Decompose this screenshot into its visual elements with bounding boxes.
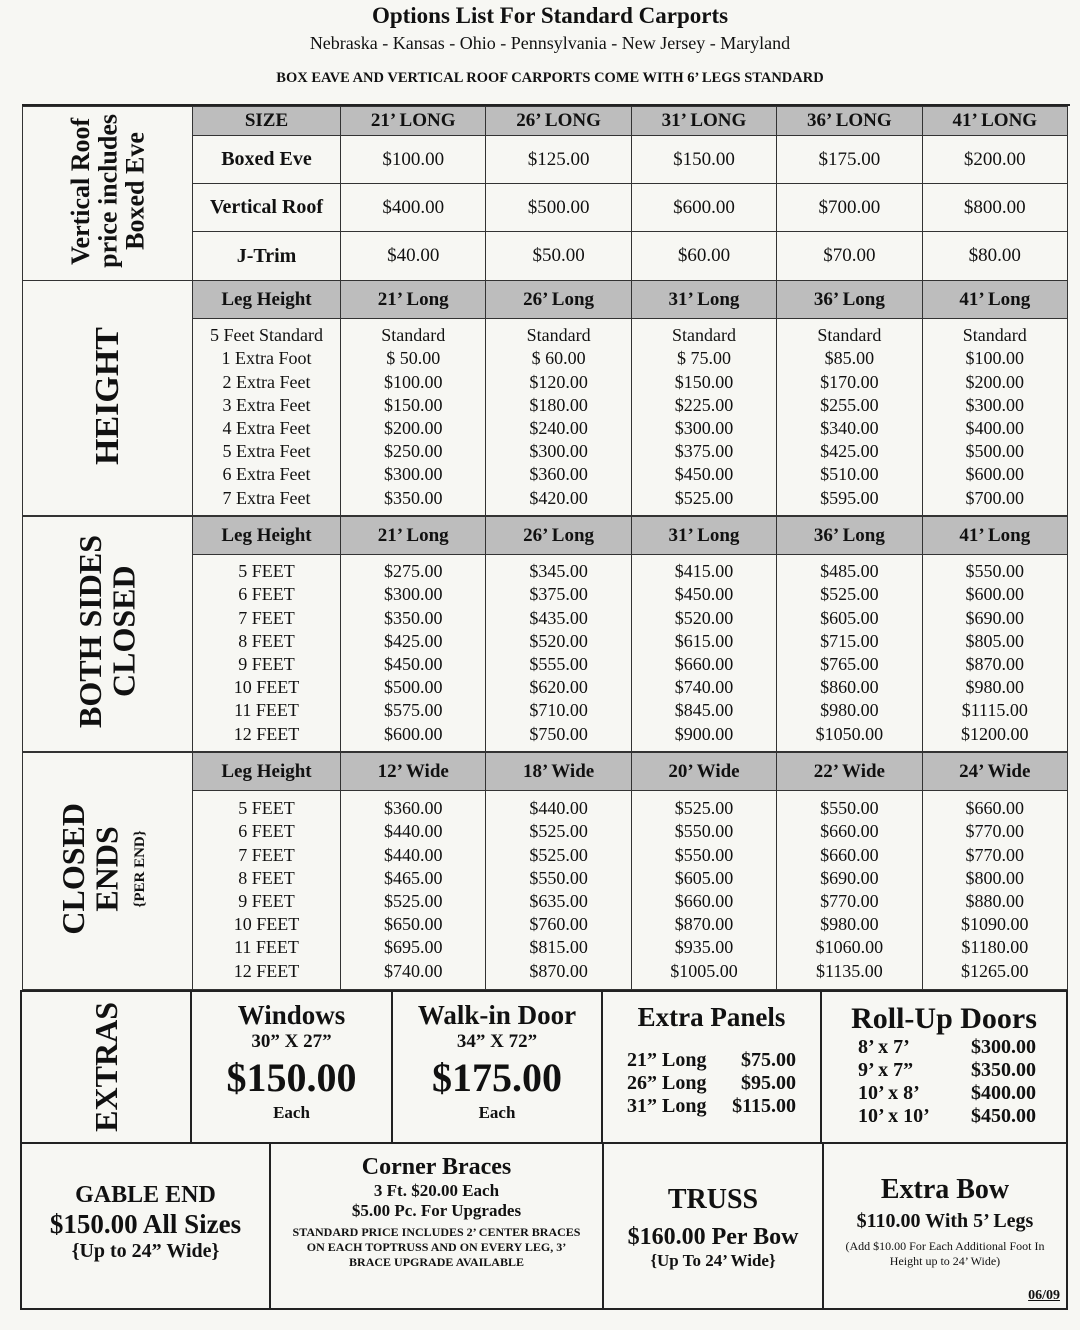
closed-ends-table: [22, 752, 1068, 990]
price-cell: $695.00: [383, 937, 443, 958]
price-cell: $525.00: [529, 821, 588, 842]
ends-side-line-2: ENDS: [88, 825, 125, 912]
rollup-size: 10’ x 10’: [858, 1105, 930, 1127]
height-price-table: [22, 280, 1068, 516]
price-cell: $550.00: [820, 798, 879, 819]
panel-row: [627, 1072, 796, 1095]
price-cell: $425.00: [820, 441, 879, 462]
price-cell: $180.00: [529, 394, 588, 415]
leg-label: 12 FEET: [233, 723, 300, 744]
price-cell: $525.00: [674, 798, 734, 819]
door-size: 34” X 72”: [456, 1031, 538, 1052]
extras-side-text: EXTRAS: [87, 1002, 124, 1132]
price-cell: $805.00: [965, 630, 1025, 651]
price-cell: $800.00: [965, 867, 1025, 888]
col-header: 36’ Long: [777, 517, 922, 555]
leg-label: 5 FEET: [238, 561, 295, 582]
price-cell: $450.00: [383, 654, 443, 674]
price-cell: $375.00: [529, 584, 588, 605]
leg-label: 10 FEET: [233, 914, 300, 935]
col-header: 26’ LONG: [486, 107, 631, 136]
price-cell: $770.00: [965, 844, 1025, 865]
price-cell: $760.00: [529, 914, 588, 935]
leg-label: 10 FEET: [233, 677, 300, 698]
price-cell: $400.00: [341, 184, 486, 232]
price-cell: $715.00: [820, 630, 879, 651]
price-cell: $555.00: [529, 654, 588, 674]
page-title: Options List For Standard Carports: [371, 3, 729, 28]
price-cell: $240.00: [529, 418, 588, 438]
price-cell: $100.00: [341, 136, 486, 184]
windows-price: $150.00: [226, 1055, 357, 1100]
price-cell: $525.00: [383, 891, 443, 911]
price-cell: $935.00: [674, 937, 734, 958]
gable-end-box: [20, 1142, 271, 1310]
price-column: [777, 555, 922, 752]
leg-label: 8 FEET: [238, 630, 295, 651]
col-header: 36’ Long: [777, 281, 922, 319]
price-cell: $300.00: [674, 418, 734, 438]
row-label: Vertical Roof: [193, 184, 341, 232]
col-header: 31’ Long: [631, 281, 776, 319]
price-cell: $800.00: [922, 184, 1067, 232]
price-cell: $870.00: [965, 654, 1025, 674]
price-cell: $150.00: [631, 136, 776, 184]
col-header: 36’ LONG: [777, 107, 922, 136]
price-cell: Standard: [962, 325, 1027, 346]
bow-title: Extra Bow: [880, 1174, 1010, 1205]
price-column: [777, 319, 922, 516]
price-cell: $450.00: [674, 464, 734, 485]
price-column: [486, 791, 631, 990]
price-cell: $85.00: [824, 348, 875, 369]
price-cell: $60.00: [631, 232, 776, 281]
price-cell: $350.00: [383, 607, 443, 628]
roof-side-line-1: Vertical Roof: [65, 117, 95, 265]
price-cell: $520.00: [529, 630, 588, 651]
rollup-size: 9’ x 7”: [858, 1059, 914, 1081]
gable-note: {Up to 24” Wide}: [71, 1240, 220, 1262]
states-line: Nebraska - Kansas - Ohio - Pennsylvania - New Jersey - Maryland: [309, 33, 791, 53]
price-cell: $550.00: [965, 561, 1025, 582]
truss-note: {Up To 24’ Wide}: [650, 1251, 776, 1270]
price-cell: $870.00: [674, 914, 734, 935]
price-column: [631, 791, 776, 990]
price-cell: Standard: [381, 325, 446, 346]
leg-label: 7 FEET: [238, 844, 295, 865]
price-cell: $400.00: [965, 418, 1025, 438]
panel-size: 21” Long: [627, 1049, 707, 1071]
price-cell: $660.00: [820, 844, 879, 865]
price-column: [341, 791, 486, 990]
extra-panels-box: [601, 990, 822, 1144]
corner-braces-box: [269, 1142, 604, 1310]
col-header: 31’ Long: [631, 517, 776, 555]
height-side-label: [23, 281, 193, 516]
price-cell: $550.00: [529, 867, 588, 888]
price-cell: $1135.00: [815, 960, 883, 981]
ends-side-sub: {PER END}: [132, 829, 149, 908]
standard-legs-note: BOX EAVE AND VERTICAL ROOF CARPORTS COME WITH 6’ LEGS STANDARD: [276, 70, 824, 86]
price-cell: $900.00: [674, 723, 734, 744]
price-cell: $550.00: [674, 821, 734, 842]
price-cell: $660.00: [674, 891, 734, 911]
rollup-price: $350.00: [971, 1059, 1036, 1081]
door-price: $175.00: [432, 1055, 562, 1100]
leg-label: 5 FEET: [238, 798, 295, 819]
sides-side-line-2: CLOSED: [105, 565, 142, 698]
price-cell: $40.00: [341, 232, 486, 281]
price-column: [777, 791, 922, 990]
col-header: SIZE: [193, 107, 341, 136]
col-header: Leg Height: [193, 281, 341, 319]
price-cell: $700.00: [965, 487, 1025, 508]
rollup-size: 8’ x 7’: [858, 1036, 910, 1058]
price-cell: $595.00: [820, 487, 879, 508]
price-cell: $345.00: [529, 561, 588, 582]
leg-label: 7 Extra Feet: [222, 487, 311, 508]
price-cell: $440.00: [383, 821, 443, 842]
ends-side-label: [23, 753, 193, 990]
col-header: 31’ LONG: [631, 107, 776, 136]
price-column: [486, 555, 631, 752]
price-cell: $600.00: [965, 584, 1025, 605]
price-cell: $350.00: [383, 487, 443, 508]
panel-price: $95.00: [741, 1072, 796, 1094]
roof-price-table: [22, 106, 1068, 281]
leg-label: 4 Extra Feet: [222, 418, 311, 438]
price-cell: $255.00: [820, 394, 879, 415]
price-column: [922, 555, 1067, 752]
price-cell: $750.00: [529, 723, 588, 744]
leg-label: 5 Feet Standard: [210, 325, 323, 346]
price-column: [922, 791, 1067, 990]
leg-label: 7 FEET: [238, 607, 295, 628]
price-cell: $360.00: [383, 798, 443, 819]
rollup-row: [858, 1059, 1036, 1082]
price-cell: $1200.00: [961, 723, 1029, 744]
col-header: 41’ Long: [922, 517, 1067, 555]
price-cell: $120.00: [529, 371, 588, 392]
price-cell: $605.00: [674, 867, 734, 888]
panel-size: 31” Long: [627, 1095, 707, 1117]
price-cell: $620.00: [529, 677, 588, 698]
price-cell: $615.00: [674, 630, 734, 651]
price-cell: $420.00: [529, 487, 588, 508]
price-cell: $980.00: [965, 677, 1025, 698]
price-cell: $415.00: [674, 561, 734, 582]
price-cell: $980.00: [820, 700, 879, 721]
price-cell: $70.00: [777, 232, 922, 281]
gable-price: $150.00 All Sizes: [49, 1209, 242, 1239]
price-cell: $1050.00: [815, 723, 884, 744]
price-cell: $550.00: [674, 844, 734, 865]
price-cell: $510.00: [820, 464, 879, 485]
price-cell: $485.00: [820, 561, 879, 582]
price-cell: $80.00: [922, 232, 1067, 281]
price-cell: $860.00: [820, 677, 879, 698]
leg-label: 1 Extra Foot: [221, 348, 312, 369]
price-cell: $300.00: [383, 584, 443, 605]
ends-side-line-1: CLOSED: [55, 802, 92, 935]
price-cell: $340.00: [820, 418, 879, 438]
rollup-title: Roll-Up Doors: [851, 1002, 1037, 1035]
rollup-price: $400.00: [971, 1082, 1036, 1104]
price-cell: $175.00: [777, 136, 922, 184]
price-cell: $500.00: [383, 677, 443, 698]
col-header: 41’ Long: [922, 281, 1067, 319]
rollup-price: $450.00: [971, 1105, 1036, 1127]
price-cell: $525.00: [820, 584, 879, 605]
price-cell: $300.00: [383, 464, 443, 485]
price-cell: $600.00: [383, 723, 443, 744]
col-header: Leg Height: [193, 753, 341, 791]
row-label: J-Trim: [193, 232, 341, 281]
price-cell: $225.00: [674, 394, 734, 415]
price-cell: $100.00: [383, 371, 443, 392]
sides-side-label: [23, 517, 193, 752]
price-cell: $435.00: [529, 607, 588, 628]
leg-label: 9 FEET: [238, 654, 295, 674]
rollup-row: [858, 1082, 1036, 1105]
price-cell: $440.00: [383, 844, 443, 865]
leg-label: 11 FEET: [234, 937, 299, 958]
price-cell: $500.00: [486, 184, 631, 232]
price-cell: $ 50.00: [386, 348, 441, 369]
braces-title: Corner Braces: [361, 1154, 512, 1180]
windows-title: Windows: [237, 1000, 346, 1030]
windows-unit: Each: [273, 1103, 310, 1122]
col-header: 41’ LONG: [922, 107, 1067, 136]
price-cell: $650.00: [383, 914, 443, 935]
price-cell: $500.00: [965, 441, 1025, 462]
price-cell: $710.00: [529, 700, 588, 721]
leg-label: 5 Extra Feet: [222, 441, 311, 462]
price-cell: $870.00: [529, 960, 588, 981]
price-cell: $980.00: [820, 914, 879, 935]
price-cell: $765.00: [820, 654, 879, 674]
price-cell: $575.00: [383, 700, 443, 721]
price-cell: $200.00: [922, 136, 1067, 184]
price-cell: $660.00: [820, 821, 879, 842]
col-header: 21’ Long: [341, 281, 486, 319]
price-cell: $880.00: [965, 891, 1025, 911]
truss-title: TRUSS: [667, 1184, 759, 1215]
leg-label: 6 FEET: [238, 821, 295, 842]
price-cell: Standard: [817, 325, 882, 346]
price-cell: $690.00: [820, 867, 879, 888]
price-cell: $150.00: [383, 394, 443, 415]
leg-label: 3 Extra Feet: [222, 394, 311, 415]
door-unit: Each: [478, 1103, 516, 1122]
truss-box: [602, 1142, 824, 1310]
price-cell: $770.00: [965, 821, 1025, 842]
price-cell: $605.00: [820, 607, 879, 628]
col-header: 22’ Wide: [777, 753, 922, 791]
price-cell: $200.00: [383, 418, 443, 438]
price-cell: $770.00: [820, 891, 879, 911]
price-cell: $ 60.00: [531, 348, 586, 369]
leg-height-labels: [193, 555, 341, 752]
braces-line-1: 3 Ft. $20.00 Each: [373, 1181, 500, 1200]
rollup-size: 10’ x 8’: [858, 1082, 920, 1104]
price-column: [922, 319, 1067, 516]
rollup-row: [858, 1105, 1036, 1128]
price-cell: $1060.00: [815, 937, 884, 958]
price-cell: $520.00: [674, 607, 734, 628]
price-cell: $660.00: [965, 798, 1025, 819]
price-cell: $170.00: [820, 371, 879, 392]
rollup-row: [858, 1036, 1036, 1059]
price-cell: $600.00: [965, 464, 1025, 485]
leg-label: 6 Extra Feet: [222, 464, 311, 485]
price-cell: Standard: [526, 325, 591, 346]
extras-side-label: [20, 990, 192, 1144]
price-cell: $375.00: [674, 441, 734, 462]
braces-line-2: $5.00 Pc. For Upgrades: [351, 1201, 522, 1220]
col-header: 12’ Wide: [341, 753, 486, 791]
price-cell: $660.00: [674, 654, 734, 674]
leg-label: 6 FEET: [238, 584, 295, 605]
leg-height-labels: [193, 791, 341, 990]
price-column: [486, 319, 631, 516]
price-cell: $700.00: [777, 184, 922, 232]
col-header: 20’ Wide: [631, 753, 776, 791]
price-cell: $360.00: [529, 464, 588, 485]
panel-row: [627, 1049, 796, 1072]
sides-side-line-1: BOTH SIDES: [71, 535, 108, 728]
price-cell: $600.00: [631, 184, 776, 232]
col-header: 24’ Wide: [922, 753, 1067, 791]
truss-price: $160.00 Per Bow: [627, 1224, 799, 1250]
row-label: Boxed Eve: [193, 136, 341, 184]
roof-side-line-2: price includes: [92, 114, 122, 268]
price-column: [631, 319, 776, 516]
col-header: Leg Height: [193, 517, 341, 555]
price-cell: $635.00: [529, 891, 588, 911]
door-title: Walk-in Door: [417, 1000, 577, 1030]
panels-title: Extra Panels: [637, 1002, 786, 1032]
col-header: 21’ Long: [341, 517, 486, 555]
price-cell: $690.00: [965, 607, 1025, 628]
price-cell: $300.00: [965, 394, 1025, 415]
price-cell: $440.00: [529, 798, 588, 819]
price-cell: Standard: [671, 325, 736, 346]
revision-date: 06/09: [1028, 1288, 1060, 1303]
price-cell: $1090.00: [961, 914, 1029, 935]
price-cell: $740.00: [383, 960, 443, 981]
price-cell: $275.00: [383, 561, 443, 582]
bow-price: $110.00 With 5’ Legs: [856, 1210, 1034, 1232]
bow-note: (Add $10.00 For Each Additional Foot In Height up to 24’ Wide): [845, 1239, 1045, 1268]
rollup-price: $300.00: [971, 1036, 1036, 1058]
price-column: [341, 319, 486, 516]
price-cell: $425.00: [383, 630, 443, 651]
col-header: 26’ Long: [486, 281, 631, 319]
price-cell: $740.00: [674, 677, 734, 698]
price-cell: $300.00: [529, 441, 588, 462]
leg-label: 11 FEET: [234, 700, 299, 721]
price-cell: $465.00: [383, 867, 443, 888]
leg-label: 9 FEET: [238, 891, 295, 911]
col-header: 26’ Long: [486, 517, 631, 555]
price-cell: $125.00: [486, 136, 631, 184]
leg-label: 12 FEET: [233, 960, 300, 981]
roof-side-label: [23, 107, 193, 281]
roof-side-line-3: Boxed Eve: [120, 132, 150, 250]
price-cell: $1180.00: [961, 937, 1029, 958]
braces-fine-print: STANDARD PRICE INCLUDES 2’ CENTER BRACES ON EACH TOPTRUSS AND ON EVERY LEG, 3’ BRACE UPGRADE AVAILABLE: [292, 1225, 581, 1269]
col-header: 18’ Wide: [486, 753, 631, 791]
panel-size: 26” Long: [627, 1072, 707, 1094]
roll-up-doors-box: [820, 990, 1068, 1144]
price-cell: $525.00: [674, 487, 734, 508]
windows-size: 30” X 27”: [251, 1031, 332, 1052]
extra-bow-box: [822, 1142, 1068, 1310]
price-column: [341, 555, 486, 752]
col-header: 21’ LONG: [341, 107, 486, 136]
height-side-text: HEIGHT: [88, 326, 126, 465]
panel-price: $115.00: [732, 1095, 796, 1117]
price-cell: $1005.00: [670, 960, 738, 981]
price-cell: $1115.00: [961, 700, 1028, 721]
panel-row: [627, 1095, 796, 1118]
price-cell: $1265.00: [961, 960, 1029, 981]
leg-label: 2 Extra Feet: [222, 371, 311, 392]
price-cell: $525.00: [529, 844, 588, 865]
price-cell: $150.00: [674, 371, 734, 392]
price-cell: $ 75.00: [676, 348, 731, 369]
gable-title: GABLE END: [75, 1182, 216, 1208]
price-cell: $200.00: [965, 371, 1025, 392]
price-cell: $100.00: [965, 348, 1025, 369]
sides-closed-table: [22, 516, 1068, 752]
price-cell: $250.00: [383, 441, 443, 462]
price-cell: $845.00: [674, 700, 734, 721]
panel-price: $75.00: [741, 1049, 796, 1071]
windows-box: [190, 990, 393, 1144]
walk-in-door-box: [391, 990, 603, 1144]
leg-height-labels: [193, 319, 341, 516]
price-cell: $50.00: [486, 232, 631, 281]
price-cell: $450.00: [674, 584, 734, 605]
price-column: [631, 555, 776, 752]
page-header: [0, 0, 1080, 106]
leg-label: 8 FEET: [238, 867, 295, 888]
price-cell: $815.00: [529, 937, 588, 958]
